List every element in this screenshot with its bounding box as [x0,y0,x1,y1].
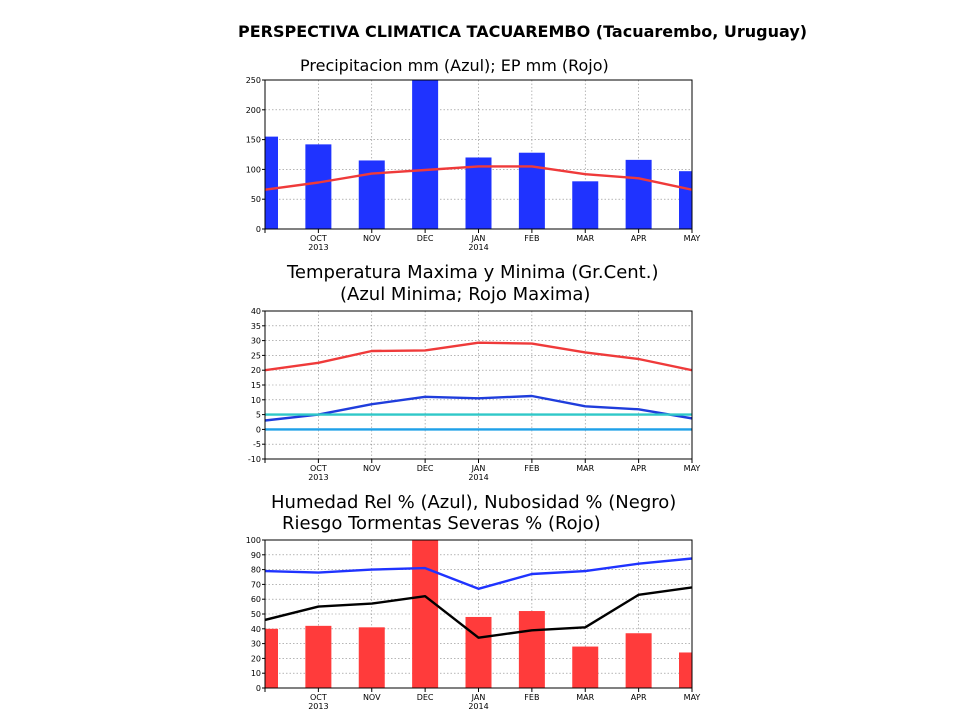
chart-precip [246,56,705,252]
y-tick-label-temp: 40 [250,307,261,316]
y-tick-label-humidity: 50 [250,610,261,619]
y-tick-label-temp: 25 [250,351,261,361]
x-tick-label-humidity: NOV [362,693,381,702]
x-tick-label-humidity: FEB [524,693,540,702]
x-tick-label-precip: MAY [683,234,701,243]
y-tick-label-precip: 250 [245,76,261,85]
bar-precip-5 [519,153,545,229]
y-tick-label-temp: -10 [247,455,261,464]
y-tick-label-humidity: 20 [250,654,261,664]
x-tick-label-humidity: JAN [471,693,486,702]
y-tick-label-precip: 200 [245,105,261,115]
chart-title-humidity-1: Riesgo Tormentas Severas % (Rojo) [282,513,601,534]
y-tick-label-humidity: 60 [250,595,261,605]
x-year-label-precip: 2014 [468,243,489,252]
y-tick-label-humidity: 80 [250,565,261,575]
bar-precip-3 [412,80,438,229]
grid-temp [265,311,692,459]
x-year-label-precip: 2013 [308,243,329,252]
x-year-label-temp: 2014 [468,473,489,482]
y-tick-label-humidity: 30 [250,639,261,649]
x-tick-label-temp: MAY [683,464,701,473]
y-tick-label-precip: 100 [245,165,261,175]
x-tick-label-humidity: MAY [683,693,701,702]
y-tick-label-precip: 0 [255,225,261,234]
chart-temp [248,262,701,482]
x-tick-label-temp: DEC [416,464,434,473]
chart-panels [246,56,705,711]
bar-humidity-7 [626,633,652,688]
x-tick-label-humidity: APR [630,693,647,702]
bar-humidity-3 [412,540,438,688]
y-tick-label-humidity: 90 [250,550,261,560]
x-year-label-humidity: 2014 [468,702,489,711]
x-tick-label-temp: MAR [576,464,595,473]
y-tick-label-precip: 150 [245,135,261,145]
bar-humidity-5 [519,611,545,688]
y-tick-label-temp: 35 [250,321,261,331]
x-year-label-temp: 2013 [308,473,329,482]
y-tick-label-humidity: 100 [245,536,261,545]
x-tick-label-precip: JAN [471,234,486,243]
bar-precip-2 [359,160,385,229]
chart-title-temp-0: Temperatura Maxima y Minima (Gr.Cent.) [287,262,659,283]
x-tick-label-temp: OCT [309,464,327,473]
bar-humidity-6 [572,647,598,688]
x-tick-label-humidity: DEC [416,693,434,702]
y-tick-label-humidity: 10 [250,669,261,679]
x-tick-label-precip: NOV [362,234,381,243]
bar-precip-7 [626,160,652,229]
chart-title-temp-1: (Azul Minima; Rojo Maxima) [340,284,591,305]
y-tick-label-humidity: 70 [250,580,261,590]
y-tick-label-temp: -5 [253,440,261,450]
x-tick-label-humidity: OCT [309,693,327,702]
y-tick-label-temp: 15 [250,381,261,390]
chart-title-precip-0: Precipitacion mm (Azul); EP mm (Rojo) [300,56,609,75]
x-year-label-humidity: 2013 [308,702,329,711]
bar-humidity-2 [359,627,385,688]
x-tick-label-precip: MAR [576,234,595,243]
x-tick-label-temp: APR [630,464,647,473]
y-tick-label-temp: 30 [250,336,261,346]
y-tick-label-humidity: 40 [250,624,261,634]
x-tick-label-precip: FEB [524,234,540,243]
y-tick-label-temp: 20 [250,366,261,376]
bar-precip-6 [572,181,598,229]
chart-humidity [246,492,705,711]
x-tick-label-temp: JAN [471,464,486,473]
x-tick-label-humidity: MAR [576,693,595,702]
bar-humidity-1 [305,626,331,688]
y-tick-label-temp: 0 [255,425,261,435]
bar-precip-1 [305,144,331,229]
x-tick-label-temp: FEB [524,464,540,473]
x-tick-label-precip: OCT [309,234,327,243]
y-tick-label-precip: 50 [250,195,261,205]
y-tick-label-temp: 5 [255,410,261,420]
chart-title-humidity-0: Humedad Rel % (Azul), Nubosidad % (Negro) [271,492,677,513]
bar-humidity-4 [466,617,492,688]
x-tick-label-precip: DEC [416,234,434,243]
y-tick-label-humidity: 0 [255,684,261,693]
main-title: PERSPECTIVA CLIMATICA TACUAREMBO (Tacuarembo, Uruguay) [238,22,808,41]
x-tick-label-temp: NOV [362,464,381,473]
y-tick-label-temp: 10 [250,395,261,405]
x-tick-label-precip: APR [630,234,647,243]
